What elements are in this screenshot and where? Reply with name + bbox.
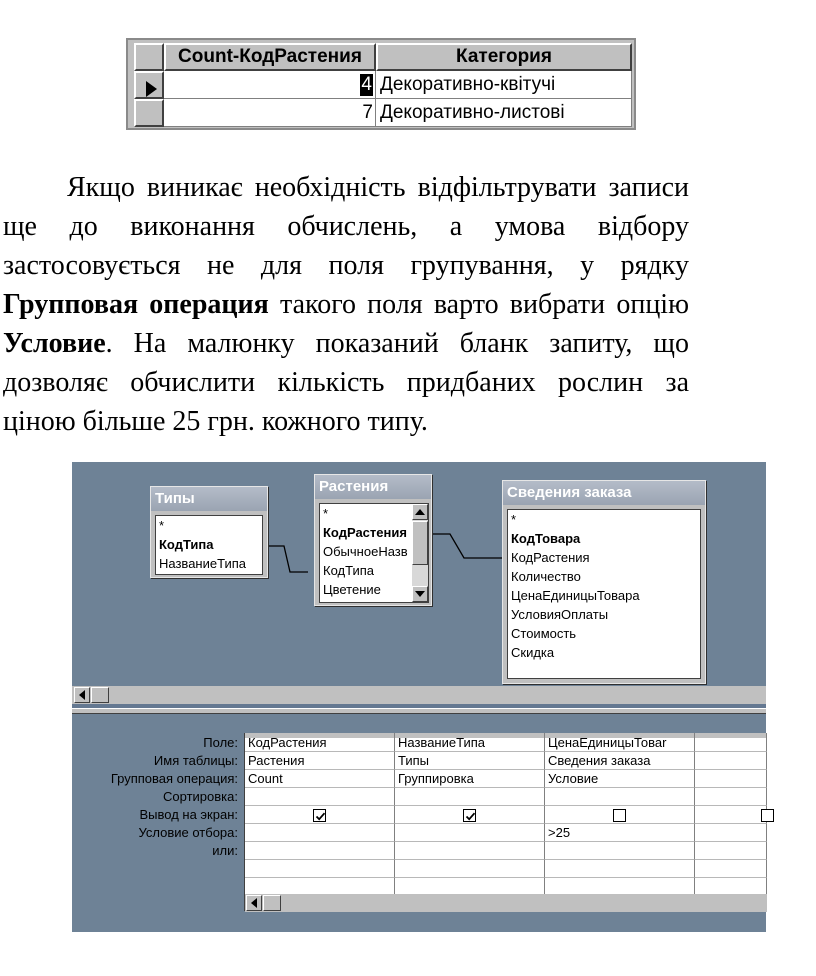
paragraph-text-1: Якщо виникає необхідність відфільтрувати записи ще до виконання обчислень, а умова відбору застосовується не для поля групування, у рядку [3, 172, 689, 281]
field-kodrasteniya[interactable]: КодРастения [511, 550, 590, 565]
grid-cell-empty[interactable] [395, 860, 545, 878]
field-stoimost[interactable]: Стоимость [511, 626, 577, 641]
grid-cell-table[interactable] [695, 752, 767, 770]
scroll-thumb[interactable] [412, 521, 428, 565]
field-tsenaedinitsytovara[interactable]: ЦенаЕдиницыТовара [511, 588, 640, 603]
field-kodtovara[interactable]: КодТовара [511, 531, 581, 546]
grid-cell-group[interactable]: Группировка [395, 770, 545, 788]
query-grid[interactable] [244, 733, 766, 911]
row-label-sort: Сортировка: [163, 789, 238, 804]
body-paragraph [3, 168, 689, 441]
table-rasteniya-field-list[interactable] [319, 503, 429, 603]
row-label-field: Поле: [203, 735, 238, 750]
cell-category-row-1[interactable]: Декоративно-квітучі [376, 71, 632, 99]
grid-cell-or[interactable] [245, 842, 395, 860]
current-record-arrow-icon [146, 81, 157, 97]
grid-cell-show[interactable] [695, 806, 767, 824]
grid-cell-field[interactable] [695, 734, 767, 752]
grid-cell-empty[interactable] [545, 860, 695, 878]
row-label-group: Групповая операция: [110, 771, 238, 786]
checkmark-icon [464, 810, 477, 823]
grid-cell-criteria[interactable] [695, 824, 767, 842]
grid-cell-field[interactable]: НазваниеТипа [395, 734, 545, 752]
arrow-left-icon [251, 898, 257, 908]
show-checkbox[interactable] [761, 809, 774, 822]
row-label-show: Вывод на экран: [139, 807, 238, 822]
scroll-thumb[interactable] [263, 895, 281, 911]
field-skidka[interactable]: Скидка [511, 645, 555, 660]
scroll-left-button[interactable] [74, 687, 90, 703]
scroll-down-button[interactable] [412, 586, 428, 602]
grid-hscrollbar[interactable] [245, 894, 767, 912]
column-header-count[interactable]: Count-КодРастения [164, 43, 376, 71]
grid-cell-criteria[interactable]: >25 [545, 824, 695, 842]
row-label-table: Имя таблицы: [153, 753, 238, 768]
select-all-corner[interactable] [134, 43, 164, 71]
record-selector-row-1[interactable] [134, 71, 164, 99]
cell-category-row-2[interactable]: Декоративно-листові [376, 99, 632, 127]
field-kodtipa[interactable]: КодТипа [323, 563, 375, 578]
show-checkbox[interactable] [613, 809, 626, 822]
record-selector-row-2[interactable] [134, 99, 164, 127]
grid-cell-criteria[interactable] [395, 824, 545, 842]
cell-count-row-2[interactable]: 7 [164, 99, 376, 127]
grid-cell-field[interactable]: КодРастения [245, 734, 395, 752]
show-checkbox[interactable] [463, 809, 476, 822]
table-rasteniya[interactable] [314, 474, 432, 606]
grid-cell-table[interactable]: Типы [395, 752, 545, 770]
field-list-scrollbar[interactable] [412, 504, 428, 602]
query-design-window [72, 462, 766, 932]
table-svedeniya-field-list[interactable] [507, 509, 701, 679]
field-kodrasteniya[interactable]: КодРастения [323, 525, 407, 540]
grid-cell-group[interactable]: Count [245, 770, 395, 788]
arrow-down-icon [415, 591, 425, 597]
grid-cell-group[interactable]: Условие [545, 770, 695, 788]
grid-cell-group[interactable] [695, 770, 767, 788]
grid-cell-empty[interactable] [245, 860, 395, 878]
field-kolichestvo[interactable]: Количество [511, 569, 581, 584]
scroll-up-button[interactable] [412, 504, 428, 520]
row-label-or: или: [212, 843, 238, 858]
table-svedeniya-zakaza[interactable] [502, 480, 706, 684]
column-header-category[interactable]: Категория [376, 43, 632, 71]
arrow-left-icon [79, 690, 85, 700]
table-tipy[interactable] [150, 486, 268, 578]
grid-cell-or[interactable] [695, 842, 767, 860]
table-tipy-field-list[interactable] [155, 515, 263, 575]
grid-cell-table[interactable]: Сведения заказа [545, 752, 695, 770]
grid-cell-sort[interactable] [545, 788, 695, 806]
grid-cell-sort[interactable] [245, 788, 395, 806]
field-usloviyaoplaty[interactable]: УсловияОплаты [511, 607, 609, 622]
grid-cell-field[interactable]: ЦенаЕдиницыТоваr [545, 734, 695, 752]
scroll-left-button[interactable] [246, 895, 262, 911]
table-svedeniya-title[interactable]: Сведения заказа [503, 481, 705, 505]
field-tsvetenie[interactable]: Цветение [323, 582, 381, 597]
grid-cell-sort[interactable] [395, 788, 545, 806]
arrow-up-icon [415, 509, 425, 515]
grid-cell-or[interactable] [545, 842, 695, 860]
grid-cell-or[interactable] [395, 842, 545, 860]
field-all[interactable]: * [323, 506, 329, 521]
field-obychnoenazv[interactable]: ОбычноеНазв [323, 544, 408, 559]
show-checkbox[interactable] [313, 809, 326, 822]
grid-cell-empty[interactable] [695, 860, 767, 878]
bold-group-operation: Групповая операция [3, 289, 269, 320]
field-nazvanietipa[interactable]: НазваниеТипа [159, 556, 246, 571]
field-kodtipa[interactable]: КодТипа [159, 537, 214, 552]
row-label-criteria: Условие отбора: [138, 825, 238, 840]
paragraph-text-2: такого поля варто вибрати опцію [268, 289, 689, 320]
bold-condition: Условие [3, 328, 106, 359]
cell-count-row-1[interactable]: 4 [164, 71, 376, 99]
table-rasteniya-title[interactable]: Растения [315, 475, 431, 499]
grid-cell-table[interactable]: Растения [245, 752, 395, 770]
grid-cell-criteria[interactable] [245, 824, 395, 842]
scroll-thumb[interactable] [91, 687, 109, 703]
paragraph-text-3: . На малюнку показаний бланк запиту, що дозволяє обчислити кількість придбаних рослин за ціною більше 25 грн. кожного типу. [3, 328, 689, 437]
checkmark-icon [314, 810, 327, 823]
field-all[interactable]: * [511, 512, 517, 527]
table-tipy-title[interactable]: Типы [151, 487, 267, 511]
grid-cell-sort[interactable] [695, 788, 767, 806]
field-all[interactable]: * [159, 518, 165, 533]
table-pane-hscrollbar[interactable] [72, 686, 766, 704]
result-datasheet [126, 38, 636, 130]
